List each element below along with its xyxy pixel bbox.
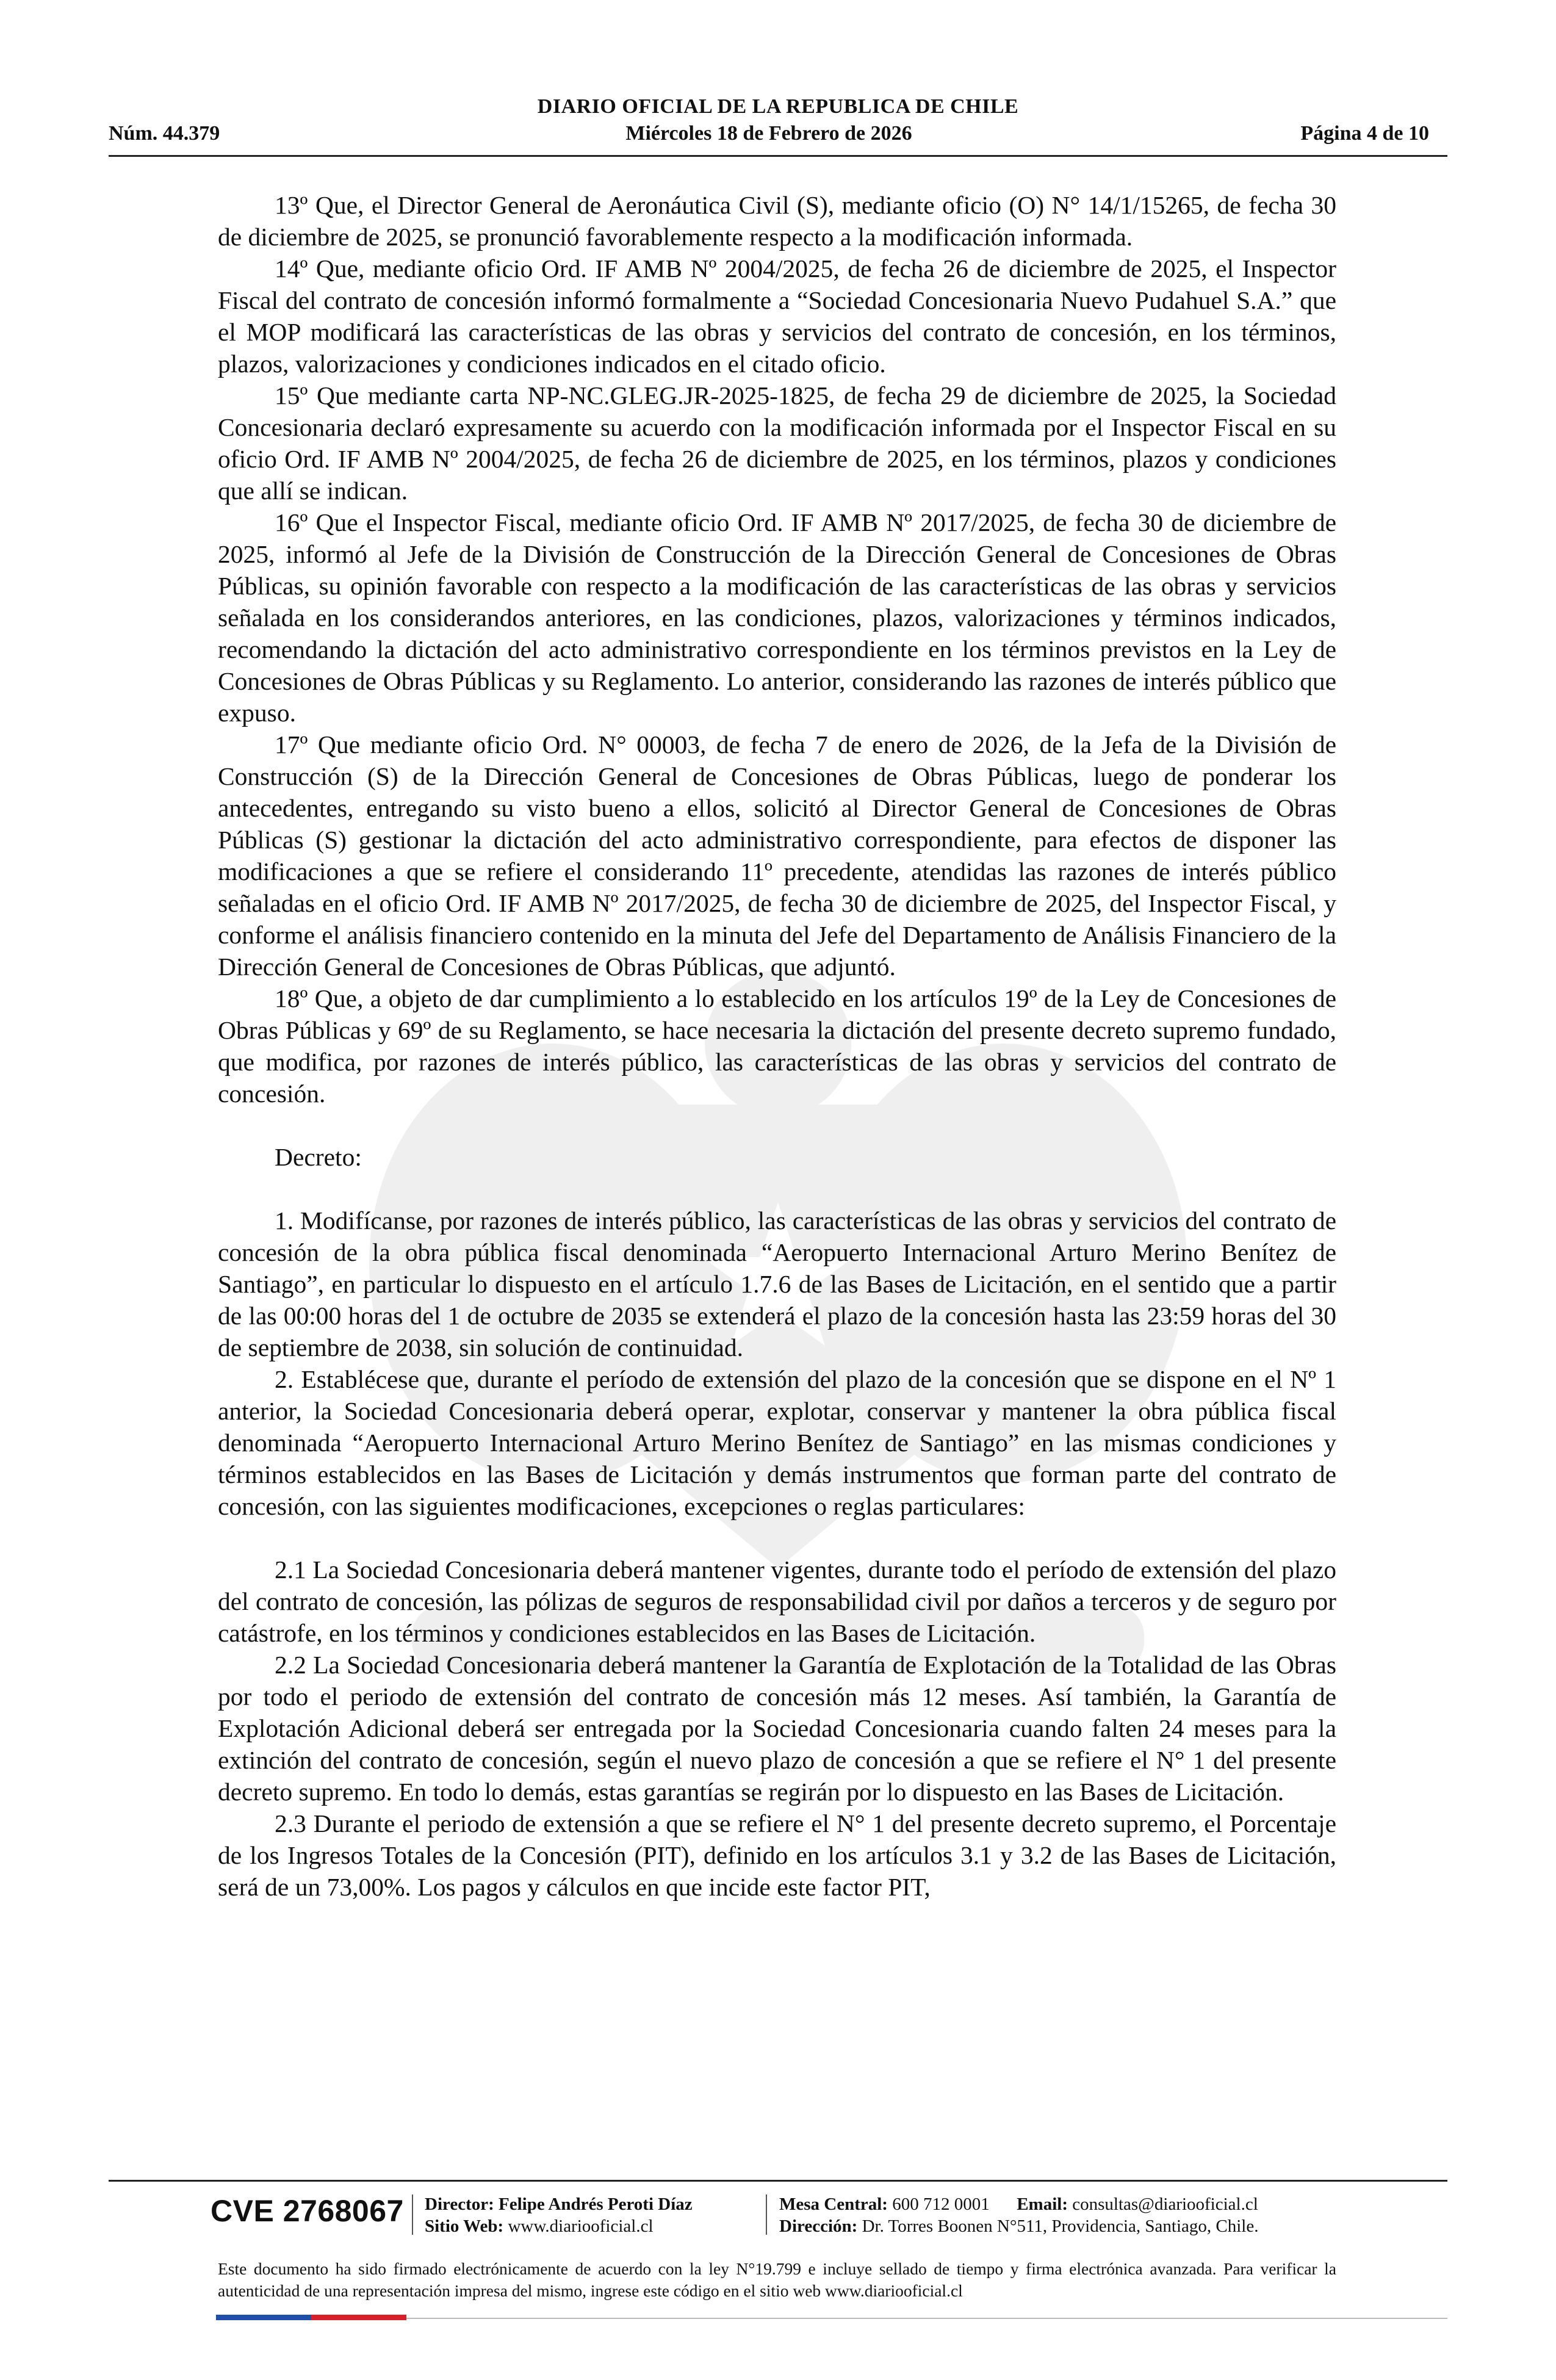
footer-separator	[412, 2194, 413, 2235]
website-label: Sitio Web:	[425, 2216, 504, 2236]
issue-number: Núm. 44.379	[109, 122, 220, 145]
director-name: Felipe Andrés Peroti Díaz	[499, 2194, 693, 2214]
website-link[interactable]: www.diariooficial.cl	[508, 2216, 654, 2236]
decree-article-2: 2. Establécese que, durante el período de extensión del plazo de la concesión que se dispone en el Nº 1 anterior, la Sociedad Concesionaria deberá operar, explotar, conservar y mantener la obra pública fiscal denominada “Aeropuerto Internacional Arturo Merino Benítez de Santiago” en las mismas condiciones y términos establecidos en las Bases de Licitación y demás instrumentos que forman parte del contrato de concesión, con las siguientes modificaciones, excepciones o reglas particulares:	[218, 1365, 1336, 1520]
flag-red-segment	[311, 2315, 406, 2320]
email-label: Email:	[1017, 2194, 1068, 2214]
footer-contact-block	[779, 2193, 1258, 2237]
address-value: Dr. Torres Boonen N°511, Providencia, Santiago, Chile.	[862, 2216, 1259, 2236]
mesa-central-phone: 600 712 0001	[892, 2194, 990, 2214]
paragraph-17: 17º Que mediante oficio Ord. N° 00003, de fecha 7 de enero de 2026, de la Jefa de la División de Construcción (S) de la Dirección General de Concesiones de Obras Públicas, luego de ponderar los antecedentes, entregando su visto bueno a ellos, solicitó al Director General de Concesiones de Obras Públicas (S) gestionar la dictación del acto administrativo correspondiente, para efectos de disponer las modificaciones a que se refiere el considerando 11º precedente, atendidas las razones de interés público señaladas en el oficio Ord. IF AMB Nº 2017/2025, de fecha 30 de diciembre de 2025, del Inspector Fiscal, y conforme el análisis financiero contenido en la minuta del Jefe del Departamento de Análisis Financiero de la Dirección General de Concesiones de Obras Públicas, que adjuntó.	[218, 730, 1336, 981]
flag-blue-segment	[216, 2315, 311, 2320]
footer-divider	[109, 2180, 1447, 2182]
paragraph-13: 13º Que, el Director General de Aeronáutica Civil (S), mediante oficio (O) N° 14/1/15265, de fecha 30 de diciembre de 2025, se pronunció favorablemente respecto a la modificación informada.	[218, 191, 1336, 251]
director-label: Director:	[425, 2194, 494, 2214]
newspaper-title: DIARIO OFICIAL DE LA REPUBLICA DE CHILE	[537, 95, 1019, 118]
paragraph-15: 15º Que mediante carta NP-NC.GLEG.JR-2025-1825, de fecha 29 de diciembre de 2025, la Sociedad Concesionaria declaró expresamente su acuerdo con la modificación informada por el Inspector Fiscal en su oficio Ord. IF AMB Nº 2004/2025, de fecha 26 de diciembre de 2025, en los términos, plazos y condiciones que allí se indican.	[218, 381, 1336, 505]
header-row	[109, 122, 1429, 149]
email-link[interactable]: consultas@diariooficial.cl	[1072, 2194, 1258, 2214]
footer-bottom-line	[406, 2318, 1447, 2319]
decree-article-2-2: 2.2 La Sociedad Concesionaria deberá mantener la Garantía de Explotación de la Totalidad de las Obras por todo el periodo de extensión del contrato de concesión más 12 meses. Así también, la Garantía de Explotación Adicional deberá ser entregada por la Sociedad Concesionaria cuando falten 24 meses para la extinción del contrato de concesión, según el nuevo plazo de concesión a que se refiere el N° 1 del presente decreto supremo. En todo lo demás, estas garantías se regirán por lo dispuesto en las Bases de Licitación.	[218, 1651, 1336, 1806]
address-label: Dirección:	[779, 2216, 858, 2236]
chile-flag-stripe	[216, 2315, 406, 2320]
decree-heading: Decreto:	[275, 1143, 362, 1171]
decree-article-1: 1. Modifícanse, por razones de interés público, las características de las obras y servicios del contrato de concesión de la obra pública fiscal denominada “Aeropuerto Internacional Arturo Merino Benítez de Santiago”, en particular lo dispuesto en el artículo 1.7.6 de las Bases de Licitación, en el sentido que a partir de las 00:00 horas del 1 de octubre de 2035 se extenderá el plazo de la concesión hasta las 23:59 horas del 30 de septiembre de 2038, sin solución de continuidad.	[218, 1206, 1336, 1361]
decree-article-2-3: 2.3 Durante el periodo de extensión a que se refiere el N° 1 del presente decreto supremo, el Porcentaje de los Ingresos Totales de la Concesión (PIT), definido en los artículos 3.1 y 3.2 de las Bases de Licitación, será de un 73,00%. Los pagos y cálculos en que incide este factor PIT,	[218, 1809, 1336, 1901]
page-indicator: Página 4 de 10	[1300, 122, 1429, 145]
header-divider	[109, 155, 1447, 157]
electronic-signature-note: Este documento ha sido firmado electrónicamente de acuerdo con la ley N°19.799 e incluye sellado de tiempo y firma electrónica avanzada. Para verificar la autenticidad de una representación impresa del mismo, ingrese este código en el sitio web www.diariooficial.cl	[218, 2259, 1336, 2300]
decree-article-2-1: 2.1 La Sociedad Concesionaria deberá mantener vigentes, durante todo el período de extensión del plazo del contrato de concesión, las pólizas de seguros de responsabilidad civil por daños a terceros y de seguro por catástrofe, en los términos y condiciones establecidos en las Bases de Licitación.	[218, 1556, 1336, 1647]
paragraph-18: 18º Que, a objeto de dar cumplimiento a lo establecido en los artículos 19º de la Ley de Concesiones de Obras Públicas y 69º de su Reglamento, se hace necesaria la dictación del presente decreto supremo fundado, que modifica, por razones de interés público, las características de las obras y servicios del contrato de concesión.	[218, 984, 1336, 1108]
issue-date: Miércoles 18 de Febrero de 2026	[625, 122, 912, 145]
footer-director-block	[425, 2193, 693, 2237]
paragraph-14: 14º Que, mediante oficio Ord. IF AMB Nº 2004/2025, de fecha 26 de diciembre de 2025, el Inspector Fiscal del contrato de concesión informó formalmente a “Sociedad Concesionaria Nuevo Pudahuel S.A.” que el MOP modificará las características de las obras y servicios del contrato de concesión, en los términos, plazos, valorizaciones y condiciones indicados en el citado oficio.	[218, 254, 1336, 378]
paragraph-16: 16º Que el Inspector Fiscal, mediante oficio Ord. IF AMB Nº 2017/2025, de fecha 30 de diciembre de 2025, informó al Jefe de la División de Construcción de la Dirección General de Concesiones de Obras Públicas, su opinión favorable con respecto a la modificación de las características de las obras y servicios señalada en los considerandos anteriores, en las condiciones, plazos, valorizaciones y términos indicados, recomendando la dictación del acto administrativo correspondiente en los términos previstos en la Ley de Concesiones de Obras Públicas y su Reglamento. Lo anterior, considerando las razones de interés público que expuso.	[218, 508, 1336, 727]
footer-separator	[766, 2194, 767, 2235]
mesa-central-label: Mesa Central:	[779, 2194, 888, 2214]
cve-code: CVE 2768067	[211, 2194, 404, 2228]
document-body	[218, 189, 1336, 1903]
